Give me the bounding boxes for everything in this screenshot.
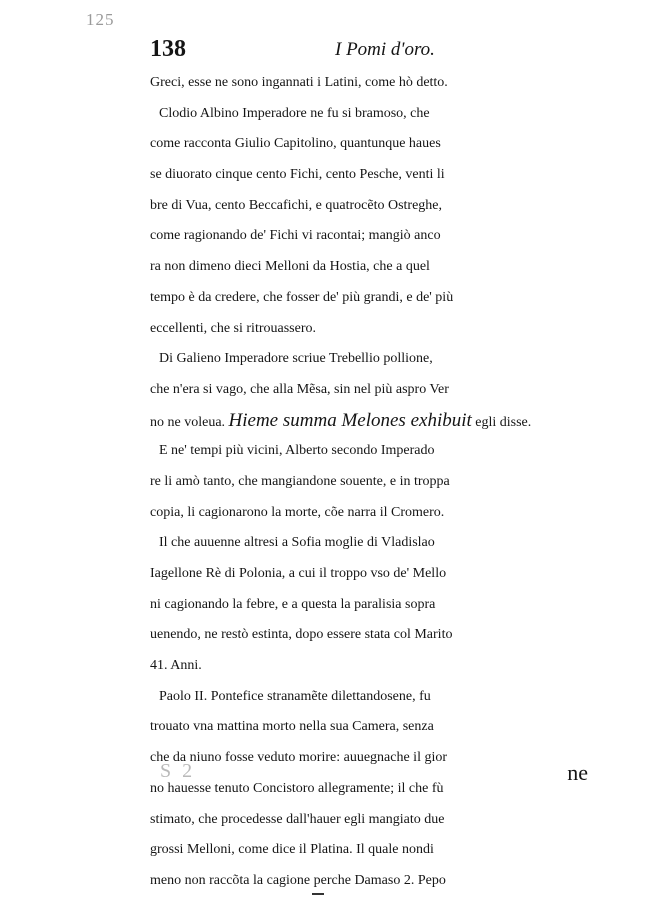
handwritten-folio-mark: 125 <box>86 10 115 29</box>
text-line <box>150 406 610 437</box>
text-line: se diuorato cinque cento Fichi, cento Pesche, venti li <box>150 167 445 183</box>
text-line: Iagellone Rè di Polonia, a cui il troppo vso de' Mello <box>150 566 447 581</box>
text-line: stimato, che procedesse dall'hauer egli mangiato due <box>150 811 445 827</box>
text-line: copia, li cagionarono la morte, cõe narra il Cromero. <box>150 504 445 520</box>
text-segment: no ne voleua. <box>150 414 229 430</box>
text-line: Di Galieno Imperadore scriue Trebellio pollione, <box>159 351 433 367</box>
text-line: no hauesse tenuto Concistoro allegramente; il che fù <box>150 780 444 796</box>
signature-mark: S 2 <box>160 760 196 782</box>
page-number: 138 <box>150 36 186 62</box>
text-line: 41. Anni. <box>150 658 202 674</box>
running-title: I Pomi d'oro. <box>335 39 435 60</box>
catchword: ne <box>567 760 588 785</box>
bottom-dash <box>312 893 324 895</box>
page-header <box>150 36 595 66</box>
text-line: che n'era si vago, che alla Mẽsa, sin nel più aspro Ver <box>150 381 449 397</box>
text-line: che da niuno fosse veduto morire: auuegnache il gior <box>150 750 448 766</box>
text-line: meno non raccõta la cagione perche Damaso 2. Pepo <box>150 872 446 888</box>
text-line: come ragionando de' Fichi vi racontai; mangiò anco <box>150 228 441 244</box>
text-line: ra non dimeno dieci Melloni da Hostia, che a quel <box>150 259 430 275</box>
text-line: uenendo, ne restò estinta, dopo essere stata col Marito <box>150 627 453 643</box>
text-line: Clodio Albino Imperadore ne fu si bramoso, che <box>159 105 430 121</box>
text-line: trouato vna mattina morto nella sua Camera, senza <box>150 719 434 735</box>
text-line: bre di Vua, cento Beccafichi, e quatrocẽto Ostreghe, <box>150 197 442 213</box>
text-line: Greci, esse ne sono ingannati i Latini, come hò detto. <box>150 75 448 90</box>
page-footer <box>150 760 610 790</box>
latin-quotation: Hieme summa Melones exhibuit <box>228 409 472 431</box>
text-line: E ne' tempi più vicini, Alberto secondo Imperado <box>159 443 435 459</box>
text-line: eccellenti, che si ritrouassero. <box>150 320 316 336</box>
text-line: come racconta Giulio Capitolino, quantunque haues <box>150 136 441 152</box>
text-line: re li amò tanto, che mangiandone souente, e in troppa <box>150 473 450 489</box>
text-line: ni cagionando la febre, e a questa la paralisia sopra <box>150 596 436 612</box>
text-line: Il che auuenne altresi a Sofia moglie di Vladislao <box>159 535 435 551</box>
text-line: Paolo II. Pontefice stranamẽte dilettandosene, fu <box>159 688 431 704</box>
text-line: tempo è da credere, che fosser de' più grandi, e de' più <box>150 289 454 305</box>
text-line: grossi Melloni, come dice il Platina. Il quale nondi <box>150 842 434 858</box>
text-segment: egli disse. <box>471 414 532 430</box>
